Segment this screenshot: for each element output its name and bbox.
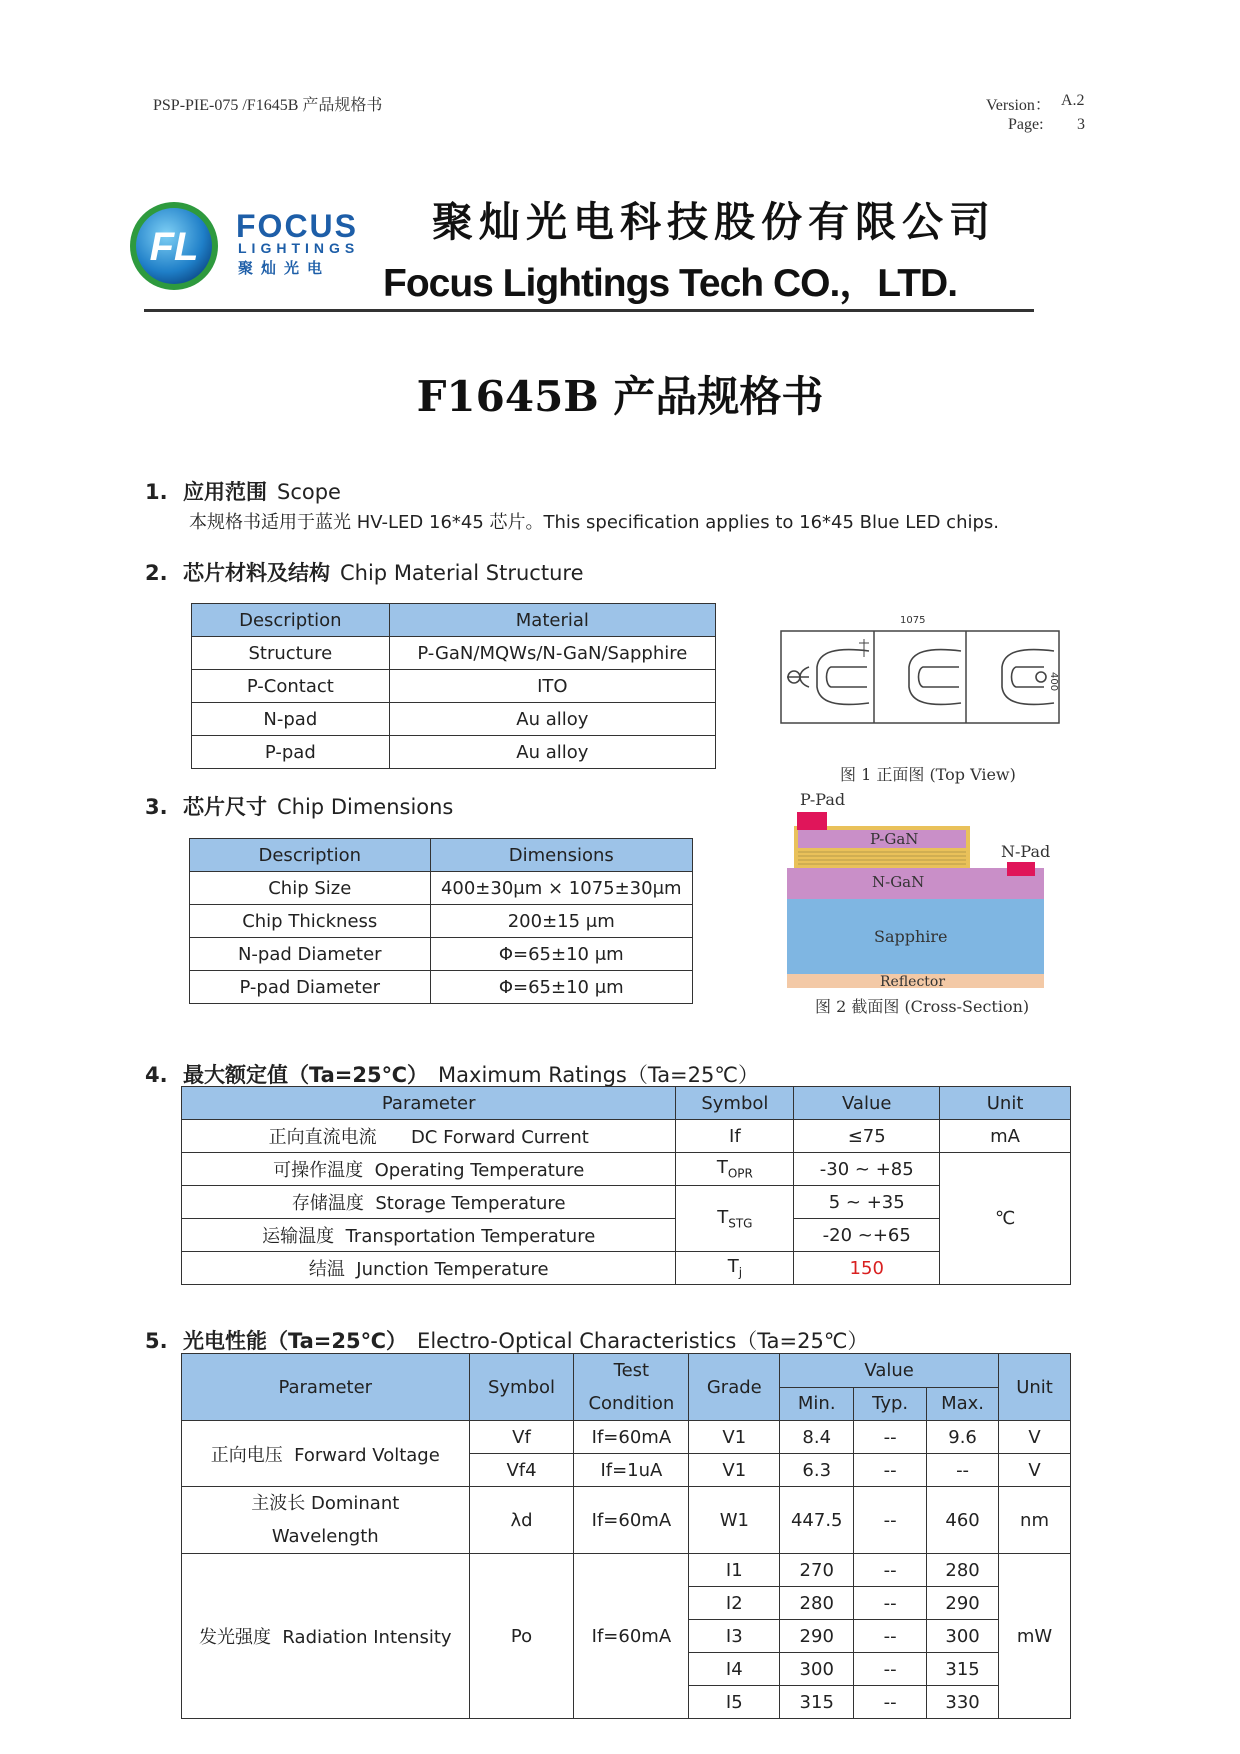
svg-text:FL: FL [149,225,199,269]
ratings-header-symbol: Symbol [676,1087,794,1120]
p-pad-label: P-Pad [800,790,846,809]
table-row: 运输温度 Transportation Temperature -20 ~+65 [182,1219,1071,1252]
table-row: Chip Thickness 200±15 μm [190,905,693,938]
p-pad-shape [797,812,827,830]
figure-1-caption: 图 1 正面图 (Top View) [840,765,1016,784]
table-row: 正向直流电流 DC Forward Current If ≤75 mA [182,1120,1071,1153]
reflector-label: Reflector [880,974,946,990]
table-row: I4 300 -- 315 [182,1653,1071,1686]
junction-temp-value: 150 [794,1252,940,1285]
table-row: 可操作温度 Operating Temperature $T_{OPR}$ -30 ~ +85 ℃ [182,1153,1071,1186]
company-logo-icon [128,200,220,292]
table-row: N-pad Au alloy [192,703,716,736]
max-ratings-table [181,1086,1071,1285]
figure-2-caption: 图 2 截面图 (Cross-Section) [815,997,1030,1016]
section-3-heading: 3. 芯片尺寸 Chip Dimensions [145,795,454,819]
electro-optical-table: Parameter Symbol Test Condition Grade Value Unit Min. Typ. Max. 正向电压 Forward Voltage Vf If=60mA V1 8.4 -- 9.6 V Vf4 If=1uA V1 6.3 -- -- V 主波长 Dominant Wavelength λd If=60mA W1 447.5 -- 460 nm 发光强度 Radiation Intensity Po If=60mA I1 270 -- 280 mW I2 280 -- 290 I3 290 -- 300 I4 300 -- 315 I5 315 -- 330 [181,1353,1071,1719]
table-row: I5 315 -- 330 [182,1686,1071,1719]
sapphire-label: Sapphire [874,927,948,946]
table-row: P-pad Diameter Φ=65±10 μm [190,971,693,1004]
ratings-header-unit: Unit [940,1087,1071,1120]
table-row: Chip Size 400±30μm × 1075±30μm [190,872,693,905]
logo-brand: FOCUS [236,208,358,244]
page-number: 3 [1077,116,1085,133]
dimension-header-description: Description [190,839,431,872]
table-row: P-Contact ITO [192,670,716,703]
n-pad-label: N-Pad [1001,842,1051,861]
n-gan-label: N-GaN [872,873,925,891]
table-row: P-pad Au alloy [192,736,716,769]
top-view-figure [779,617,1063,727]
section-1-heading: 1. 应用范围 Scope [145,480,341,504]
material-header-material: Material [389,604,715,637]
header-rule [144,309,1034,312]
ratings-header-parameter: Parameter [182,1087,676,1120]
dimension-header-dimensions: Dimensions [430,839,692,872]
n-pad-shape [1007,862,1035,876]
table-row: 发光强度 Radiation Intensity Po If=60mA I1 270 -- 280 mW [182,1554,1071,1587]
logo-sub: LIGHTINGS [238,240,360,256]
doc-code: PSP-PIE-075 /F1645B 产品规格书 [153,97,383,114]
logo-cn: 聚灿光电 [238,259,331,277]
top-view-width-label: 1075 [900,615,926,626]
company-name-en: Focus Lightings Tech CO.，LTD. [383,262,958,305]
table-row: 结温 Junction Temperature $T_j$ 150 [182,1252,1071,1285]
company-name-cn: 聚灿光电科技股份有限公司 [432,198,996,246]
version-label: Version： [986,97,1051,114]
top-view-height-label: 400 [1048,672,1059,692]
material-header-description: Description [192,604,390,637]
section-5-heading: 5. 光电性能（Ta=25℃） Electro-Optical Characteristics（Ta=25℃） [145,1329,869,1353]
table-row: 正向电压 Forward Voltage Vf If=60mA V1 8.4 -- 9.6 V [182,1421,1071,1454]
material-table [191,603,716,769]
table-row: Vf4 If=1uA V1 6.3 -- -- V [182,1454,1071,1487]
table-row: N-pad Diameter Φ=65±10 μm [190,938,693,971]
table-row: I3 290 -- 300 [182,1620,1071,1653]
table-row: 存储温度 Storage Temperature $T_{STG}$ 5 ~ +35 [182,1186,1071,1219]
ratings-header-value: Value [794,1087,940,1120]
table-row: 主波长 Dominant Wavelength λd If=60mA W1 447.5 -- 460 nm [182,1487,1071,1554]
section-2-heading: 2. 芯片材料及结构 Chip Material Structure [145,561,584,585]
dimension-table [189,838,693,1004]
scope-text: 本规格书适用于蓝光 HV-LED 16*45 芯片。This specification applies to 16*45 Blue LED chips. [189,512,1000,533]
table-row: Structure P-GaN/MQWs/N-GaN/Sapphire [192,637,716,670]
section-4-heading: 4. 最大额定值（Ta=25℃） Maximum Ratings（Ta=25℃） [145,1063,759,1087]
page-title: F1645B 产品规格书 [416,372,824,421]
p-gan-label: P-GaN [870,830,919,848]
version-value: A.2 [1061,92,1085,109]
table-row: I2 280 -- 290 [182,1587,1071,1620]
page-label: Page: [1008,116,1044,133]
